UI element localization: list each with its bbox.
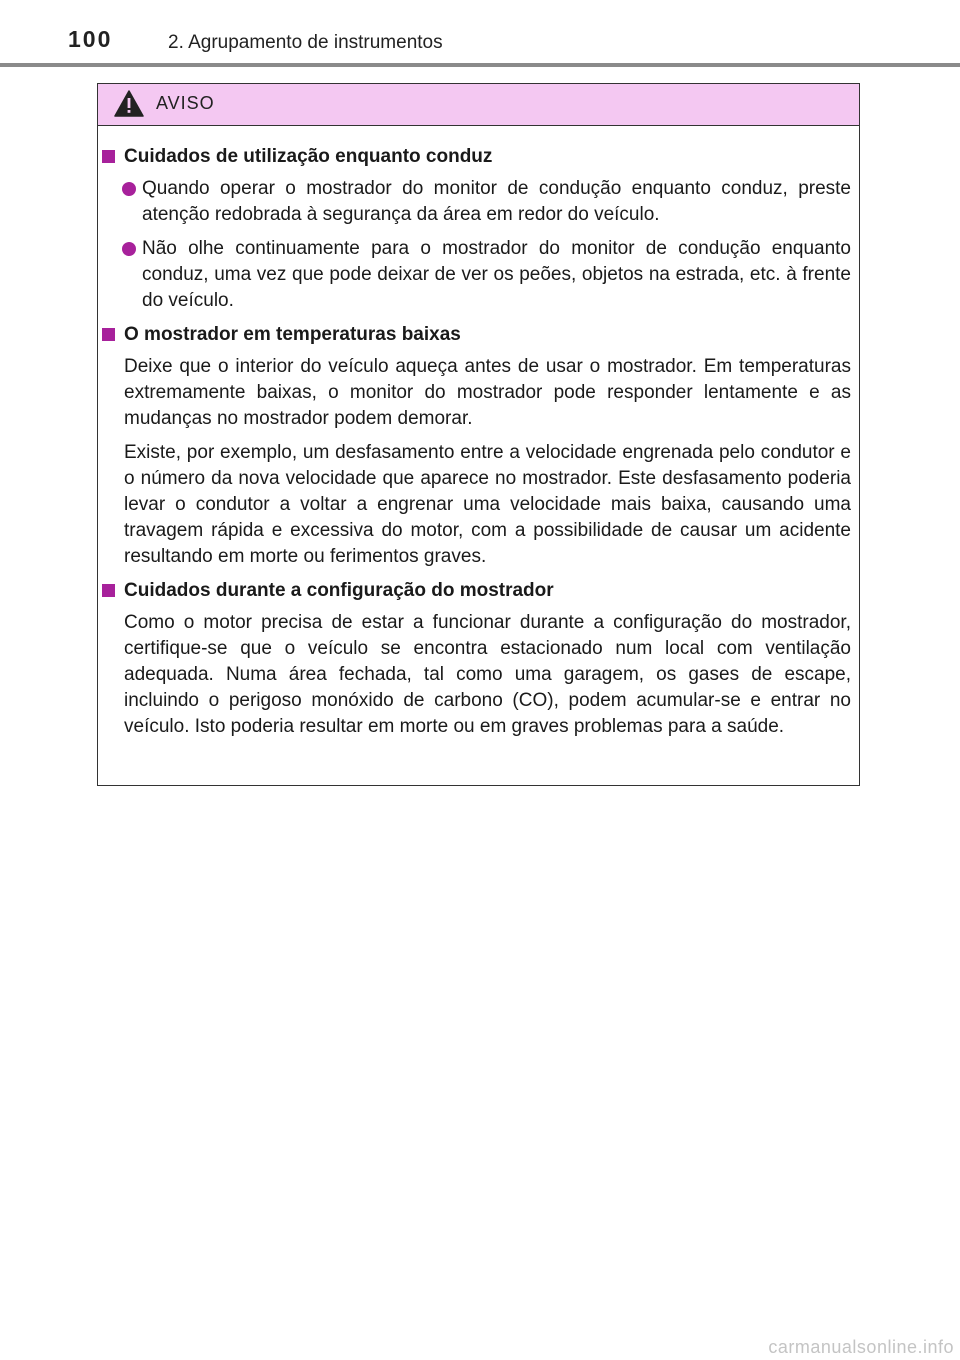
header-divider <box>0 63 960 67</box>
page-header <box>0 0 960 66</box>
page-number: 100 <box>68 26 113 52</box>
paragraph: Deixe que o interior do veículo aqueça antes de usar o mostrador. Em temperaturas extremamente baixas, o monitor do mostrador pode responder lentamente e as mudanças no mostrador podem demorar. <box>124 356 851 429</box>
bullet-text: Quando operar o mostrador do monitor de condução enquanto conduz, preste atenção redobrada à segurança da área em redor do veículo. <box>142 178 851 225</box>
round-bullet-icon <box>122 182 136 196</box>
warning-header <box>98 84 859 126</box>
round-bullet-icon <box>122 242 136 256</box>
square-bullet-icon <box>102 584 115 597</box>
chapter-title: 2. Agrupamento de instrumentos <box>168 32 443 53</box>
warning-title: AVISO <box>156 93 215 113</box>
warning-body <box>98 126 859 740</box>
bullet-text: Não olhe continuamente para o mostrador do monitor de condução enquanto conduz, uma vez que pode deixar de ver os peões, objetos na estrada, etc. à frente do veículo. <box>142 238 851 311</box>
bullet-item <box>98 236 851 314</box>
section-heading-text: Cuidados de utilização enquanto conduz <box>124 146 493 167</box>
square-bullet-icon <box>102 328 115 341</box>
bullet-item <box>98 176 851 228</box>
watermark: carmanualsonline.info <box>768 1337 954 1357</box>
paragraph: Existe, por exemplo, um desfasamento entre a velocidade engrenada pelo condutor e o número da nova velocidade que aparece no mostrador. Este desfasamento poderia levar o condutor a voltar a engrenar uma velocidade mais baixa, causando uma travagem rápida e excessiva do motor, com a possibilidade de causar um acidente resultando em morte ou ferimentos graves. <box>124 442 851 567</box>
section-heading <box>98 578 851 604</box>
section-heading <box>98 322 851 348</box>
section-heading-text: O mostrador em temperaturas baixas <box>124 324 461 345</box>
warning-triangle-icon <box>114 90 144 117</box>
section-heading <box>98 144 851 170</box>
warning-box <box>97 83 860 786</box>
paragraph: Como o motor precisa de estar a funcionar durante a configuração do mostrador, certifique-se que o veículo se encontra estacionado num local com ventilação adequada. Numa área fechada, tal como uma garagem, os gases de escape, incluindo o perigoso monóxido de carbono (CO), podem acumular-se e entrar no veículo. Isto poderia resultar em morte ou em graves problemas para a saúde. <box>124 612 851 737</box>
square-bullet-icon <box>102 150 115 163</box>
section-heading-text: Cuidados durante a configuração do mostrador <box>124 580 554 601</box>
